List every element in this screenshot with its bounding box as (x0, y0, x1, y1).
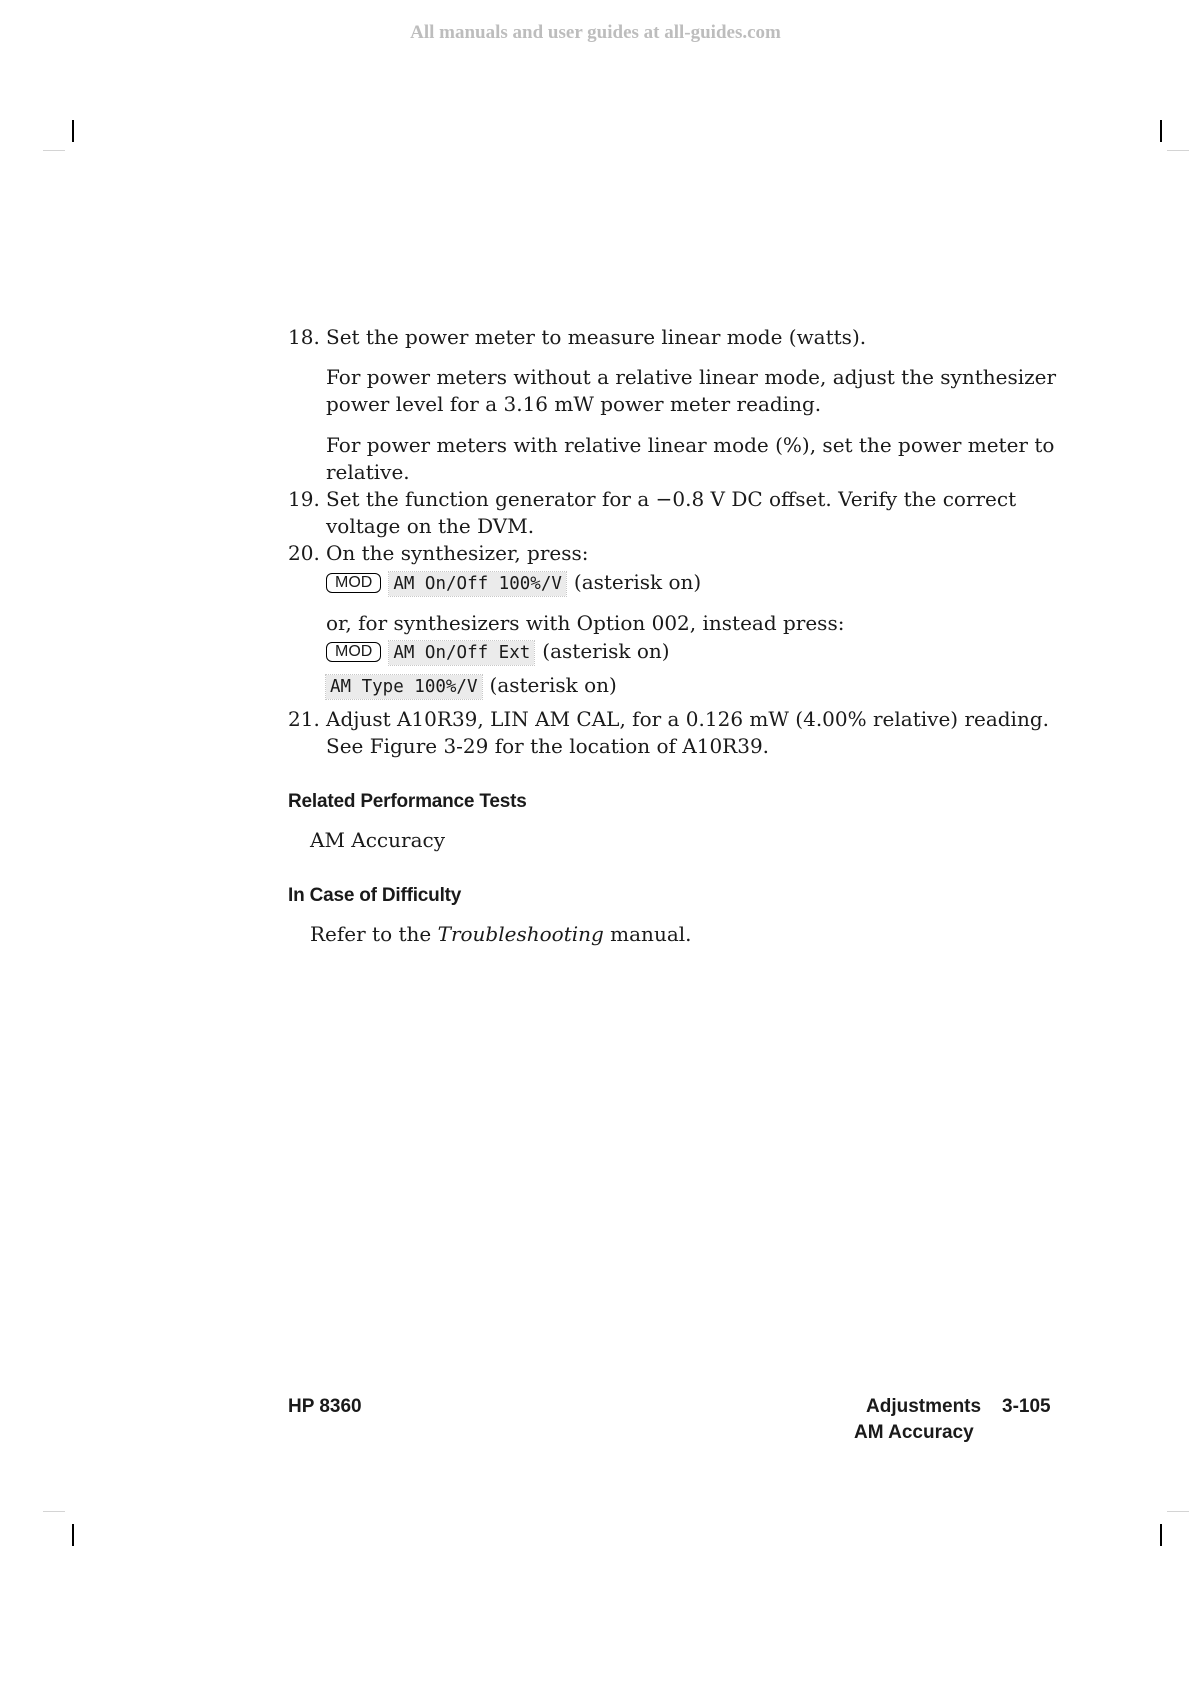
footer-model: HP 8360 (288, 1396, 362, 1417)
step-text: Set the function generator for a −0.8 V DC offset. Verify the correct (326, 487, 1017, 511)
step-number: 20. (288, 541, 320, 565)
step-text: On the synthesizer, press: (326, 541, 589, 565)
am-onoff-ext-softkey: AM On/Off Ext (389, 641, 534, 665)
mod-hardkey: MOD (326, 573, 381, 593)
crop-tick-bottom-left (43, 1511, 65, 1512)
footer-section: Adjustments (866, 1396, 982, 1417)
difficulty-suffix: manual. (610, 922, 692, 946)
watermark: All manuals and user guides at all-guides.com (410, 22, 781, 43)
difficulty-text (310, 921, 692, 948)
am-onoff-100-softkey: AM On/Off 100%/V (389, 572, 566, 596)
key-note: (asterisk on) (542, 639, 670, 663)
key-note: (asterisk on) (573, 570, 702, 594)
paragraph-line: power level for a 3.16 mW power meter reading. (326, 392, 822, 416)
step-number: 18. (288, 325, 320, 349)
difficulty-heading: In Case of Difficulty (288, 885, 462, 906)
mod-hardkey: MOD (326, 642, 381, 662)
alternate-instruction: or, for synthesizers with Option 002, instead press: (326, 611, 845, 635)
key-sequence-1 (326, 569, 701, 596)
step-text: Set the power meter to measure linear mode (watts). (326, 325, 867, 349)
manual-title: Troubleshooting (437, 922, 604, 946)
footer-page-number: 3-105 (1002, 1396, 1051, 1417)
crop-mark-top-left (72, 120, 74, 142)
difficulty-prefix: Refer to the (310, 922, 432, 946)
crop-tick-top-left (43, 150, 65, 151)
crop-mark-top-right (1160, 120, 1162, 142)
key-sequence-3 (326, 672, 617, 699)
crop-mark-bottom-left (72, 1524, 74, 1546)
crop-tick-bottom-right (1167, 1511, 1189, 1512)
key-note: (asterisk on) (489, 673, 617, 697)
key-sequence-2 (326, 638, 670, 665)
step-number: 21. (288, 707, 320, 731)
crop-mark-bottom-right (1160, 1524, 1162, 1546)
step-text: Adjust A10R39, LIN AM CAL, for a 0.126 mW (4.00% relative) reading. (326, 707, 1049, 731)
paragraph-line: For power meters with relative linear mode (%), set the power meter to (326, 433, 1055, 457)
am-type-softkey: AM Type 100%/V (326, 675, 482, 699)
step-number: 19. (288, 487, 320, 511)
step-text: See Figure 3-29 for the location of A10R39. (326, 734, 770, 758)
footer-subsection: AM Accuracy (854, 1422, 974, 1443)
crop-tick-top-right (1167, 150, 1189, 151)
paragraph-line: relative. (326, 460, 410, 484)
step-text: voltage on the DVM. (326, 514, 535, 538)
related-test-item: AM Accuracy (310, 828, 445, 852)
related-tests-heading: Related Performance Tests (288, 791, 527, 812)
paragraph-line: For power meters without a relative linear mode, adjust the synthesizer (326, 365, 1057, 389)
